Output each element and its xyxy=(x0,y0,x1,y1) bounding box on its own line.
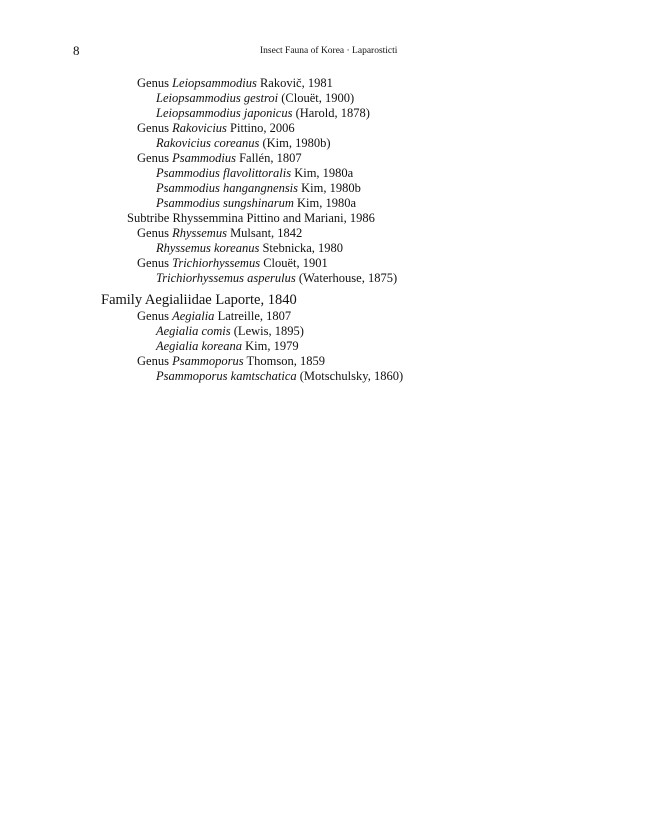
taxon-species-rhyssemus-koreanus xyxy=(0,241,652,256)
taxon-name: Trichiorhyssemus asperulus xyxy=(156,271,296,285)
taxon-authority: Kim, 1980b xyxy=(298,181,361,195)
taxon-authority: Kim, 1979 xyxy=(241,339,299,353)
taxon-authority: Stebnicka, 1980 xyxy=(259,241,344,255)
taxon-genus-rakovicius xyxy=(0,121,652,136)
taxon-list xyxy=(0,76,652,384)
taxon-name: Psammodius xyxy=(172,151,236,165)
taxon-authority: (Clouët, 1900) xyxy=(278,91,355,105)
taxon-name: Psammoporus kamtschatica xyxy=(156,369,297,383)
taxon-genus-rhyssemus xyxy=(0,226,652,241)
running-header: Insect Fauna of Korea · Laparosticti xyxy=(260,46,398,56)
taxon-species-trichiorhyssemus-asperulus xyxy=(0,271,652,286)
taxon-name: Psammodius flavolittoralis xyxy=(156,166,292,180)
taxon-species-psammodius-sungshinarum xyxy=(0,196,652,211)
taxon-name: Psammoporus xyxy=(172,354,244,368)
taxon-species-psammoporus-kamtschatica xyxy=(0,369,652,384)
taxon-authority: Thomson, 1859 xyxy=(243,354,325,368)
taxon-rank: Subtribe Rhyssemmina Pittino and Mariani, 1986 xyxy=(127,211,375,225)
taxon-rank: Family Aegialiidae Laporte, 1840 xyxy=(101,292,297,308)
taxon-authority: Pittino, 2006 xyxy=(226,121,295,135)
taxon-rank: Genus xyxy=(137,354,173,368)
taxon-species-psammodius-flavolittoralis xyxy=(0,166,652,181)
taxon-name: Aegialia koreana xyxy=(156,339,242,353)
taxon-rank: Genus xyxy=(137,151,173,165)
taxon-species-aegialia-koreana xyxy=(0,339,652,354)
taxon-authority: Kim, 1980a xyxy=(291,166,354,180)
taxon-authority: Clouët, 1901 xyxy=(260,256,328,270)
taxon-authority: Mulsant, 1842 xyxy=(226,226,303,240)
taxon-rank: Genus xyxy=(137,256,173,270)
taxon-authority: Rakovič, 1981 xyxy=(256,76,333,90)
taxon-name: Leiopsammodius japonicus xyxy=(156,106,293,120)
taxon-species-rakovicius-coreanus xyxy=(0,136,652,151)
taxon-rank: Genus xyxy=(137,76,173,90)
taxon-name: Leiopsammodius xyxy=(172,76,257,90)
taxon-species-leiopsammodius-japonicus xyxy=(0,106,652,121)
taxon-authority: Latreille, 1807 xyxy=(214,309,292,323)
taxon-rank: Genus xyxy=(137,309,173,323)
taxon-name: Rhyssemus koreanus xyxy=(156,241,260,255)
taxon-species-aegialia-comis xyxy=(0,324,652,339)
taxon-authority: (Waterhouse, 1875) xyxy=(295,271,398,285)
taxon-family-aegialiidae xyxy=(0,292,652,309)
taxon-name: Trichiorhyssemus xyxy=(172,256,261,270)
taxon-name: Aegialia xyxy=(172,309,215,323)
taxon-authority: (Lewis, 1895) xyxy=(230,324,304,338)
taxon-subtribe-rhyssemmina xyxy=(0,211,652,226)
taxon-rank: Genus xyxy=(137,226,173,240)
taxon-name: Aegialia comis xyxy=(156,324,231,338)
taxon-authority: Kim, 1980a xyxy=(293,196,357,210)
taxon-name: Rakovicius coreanus xyxy=(156,136,260,150)
taxon-genus-trichiorhyssemus xyxy=(0,256,652,271)
taxon-authority: (Motschulsky, 1860) xyxy=(296,369,404,383)
taxon-genus-psammodius xyxy=(0,151,652,166)
taxon-name: Psammodius sungshinarum xyxy=(156,196,294,210)
taxon-authority: Fallén, 1807 xyxy=(235,151,302,165)
taxon-name: Leiopsammodius gestroi xyxy=(156,91,279,105)
page-number: 8 xyxy=(73,43,80,58)
taxon-species-leiopsammodius-gestroi xyxy=(0,91,652,106)
taxon-rank: Genus xyxy=(137,121,173,135)
taxon-name: Rhyssemus xyxy=(172,226,227,240)
taxon-species-psammodius-hangangnensis xyxy=(0,181,652,196)
taxon-name: Psammodius hangangnensis xyxy=(156,181,299,195)
taxon-authority: (Kim, 1980b) xyxy=(259,136,331,150)
taxon-name: Rakovicius xyxy=(172,121,227,135)
taxon-genus-psammoporus xyxy=(0,354,652,369)
taxon-authority: (Harold, 1878) xyxy=(292,106,370,120)
taxon-genus-leiopsammodius xyxy=(0,76,652,91)
taxon-genus-aegialia xyxy=(0,309,652,324)
